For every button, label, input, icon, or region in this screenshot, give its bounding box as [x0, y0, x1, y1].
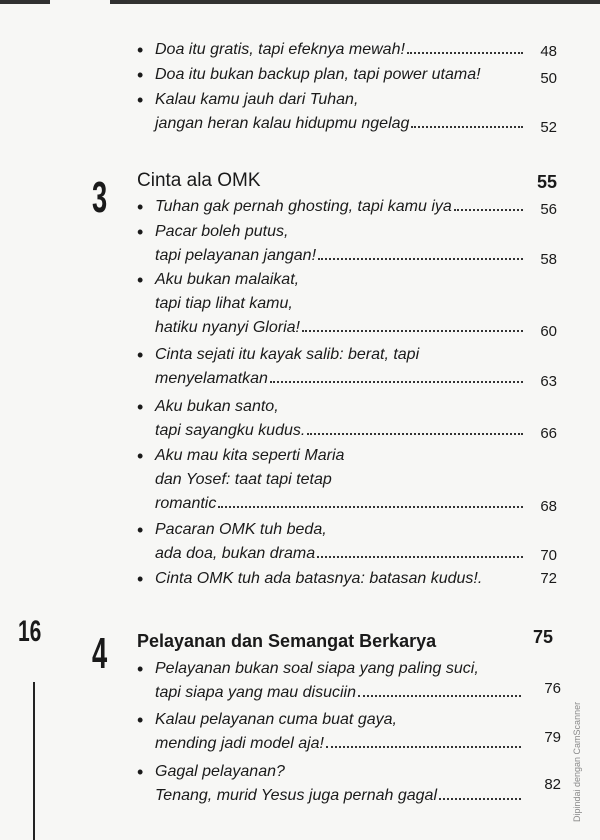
- bullet-icon: •: [137, 762, 144, 782]
- entry-text: Doa itu gratis, tapi efeknya mewah!: [155, 41, 405, 58]
- dot-leader: [302, 330, 523, 332]
- entry-page: 68: [540, 498, 557, 515]
- entry-text: menyelamatkan: [155, 370, 268, 387]
- entry-text: tapi siapa yang mau disuciin: [155, 684, 357, 701]
- entry-text: Pacaran OMK tuh beda,: [155, 521, 327, 538]
- chapter-title: Pelayanan dan Semangat Berkarya: [137, 631, 437, 651]
- entry-text: tapi sayangku kudus.: [155, 422, 306, 439]
- chapter-title: Cinta ala OMK: [137, 170, 261, 191]
- dot-leader: [307, 433, 523, 435]
- chapter-page: 55: [537, 172, 558, 192]
- entry-text: Tenang, murid Yesus juga pernah gagal: [155, 787, 437, 804]
- entry-text: tapi pelayanan jangan!: [155, 247, 317, 264]
- chapter-page: 75: [533, 627, 554, 647]
- bullet-icon: •: [137, 65, 144, 85]
- bullet-icon: •: [137, 40, 144, 60]
- margin-rule: [33, 682, 35, 840]
- entry-text: romantic: [155, 495, 217, 512]
- dot-leader: [218, 506, 523, 508]
- entry-text: tapi tiap lihat kamu,: [155, 295, 293, 312]
- entry-text: ada doa, bukan drama: [155, 545, 316, 562]
- entry-page: 52: [540, 119, 557, 136]
- entry-text: Aku bukan santo,: [155, 398, 279, 415]
- bullet-icon: •: [137, 90, 144, 110]
- entry-text: Kalau pelayanan cuma buat gaya,: [155, 711, 397, 728]
- entry-text: Gagal pelayanan?: [155, 763, 285, 780]
- bullet-icon: •: [137, 345, 144, 365]
- entry-page: 56: [540, 201, 557, 218]
- bullet-icon: •: [137, 520, 144, 540]
- entry-text: Aku bukan malaikat,: [155, 271, 300, 288]
- entry-text: dan Yosef: taat tapi tetap: [155, 471, 332, 488]
- chapter-number: 4: [92, 629, 108, 678]
- entry-text: jangan heran kalau hidupmu ngelag: [155, 115, 410, 132]
- bullet-icon: •: [137, 222, 144, 242]
- dot-leader: [317, 556, 523, 558]
- entry-text: Pelayanan bukan soal siapa yang paling suci,: [155, 660, 479, 677]
- entry-page: 79: [544, 729, 561, 746]
- bullet-icon: •: [137, 569, 144, 589]
- entry-page: 82: [544, 776, 561, 793]
- dot-leader: [454, 209, 523, 211]
- entry-text: Pacar boleh putus,: [155, 223, 289, 240]
- top-edge-bar: [0, 0, 600, 4]
- entry-page: 58: [540, 251, 557, 268]
- entry-text: Kalau kamu jauh dari Tuhan,: [155, 91, 359, 108]
- entry-text: Cinta sejati itu kayak salib: berat, tapi: [155, 346, 420, 363]
- entry-page: 76: [544, 680, 561, 697]
- dot-leader: [439, 798, 521, 800]
- entry-page: 70: [540, 547, 557, 564]
- entry-page: 60: [540, 323, 557, 340]
- entry-page: 63: [540, 373, 557, 390]
- bullet-icon: •: [137, 397, 144, 417]
- entry-page: 66: [540, 425, 557, 442]
- entry-text: Cinta OMK tuh ada batasnya: batasan kudus!.: [155, 570, 483, 587]
- dot-leader: [411, 126, 523, 128]
- page-folio: 16: [18, 615, 42, 648]
- bullet-icon: •: [137, 197, 144, 217]
- dot-leader: [358, 695, 521, 697]
- entry-text: Aku mau kita seperti Maria: [155, 447, 345, 464]
- bullet-icon: •: [137, 446, 144, 466]
- bullet-icon: •: [137, 710, 144, 730]
- entry-page: 72: [540, 570, 557, 587]
- entry-text: hatiku nyanyi Gloria!: [155, 319, 300, 336]
- dot-leader: [318, 258, 523, 260]
- bullet-icon: •: [137, 659, 144, 679]
- entry-text: Doa itu bukan backup plan, tapi power utama!: [155, 66, 481, 83]
- dot-leader: [270, 381, 523, 383]
- dot-leader: [326, 746, 521, 748]
- entry-text: mending jadi model aja!: [155, 735, 324, 752]
- scanner-watermark: Dipindai dengan CamScanner: [572, 701, 582, 822]
- bullet-icon: •: [137, 270, 144, 290]
- dot-leader: [407, 52, 523, 54]
- chapter-number: 3: [92, 173, 108, 222]
- entry-page: 48: [540, 43, 557, 60]
- entry-page: 50: [540, 70, 557, 87]
- entry-text: Tuhan gak pernah ghosting, tapi kamu iya: [155, 198, 452, 215]
